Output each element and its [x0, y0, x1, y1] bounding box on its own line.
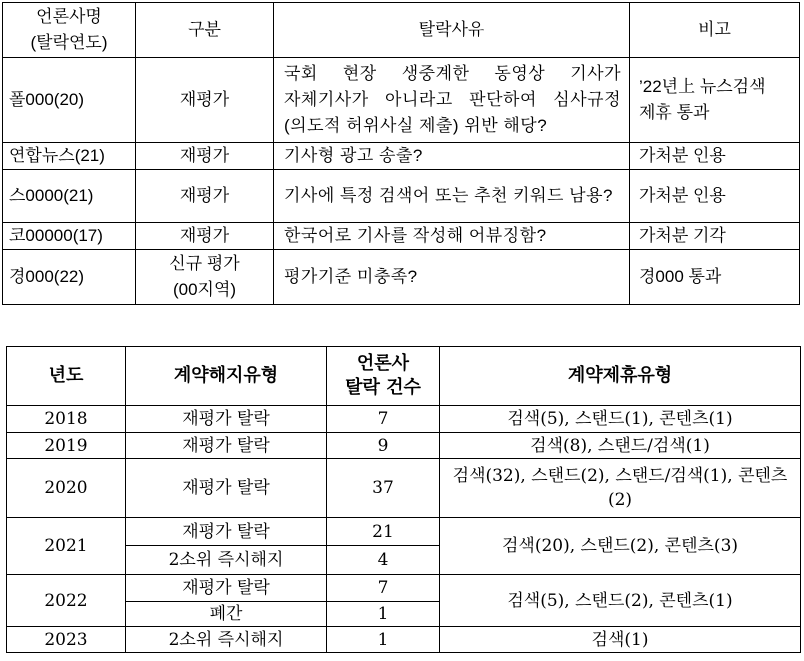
cell-partnership: 검색(20), 스탠드(2), 콘텐츠(3) — [440, 518, 801, 575]
header-year: 년도 — [7, 347, 126, 406]
header-category: 구분 — [136, 3, 274, 58]
header-count-line1: 언론사 — [356, 353, 410, 374]
cell-reason: 기사에 특정 검색어 또는 추천 키워드 남용? — [274, 170, 630, 223]
header-partnership-type: 계약제휴유형 — [440, 347, 801, 406]
cell-partnership: 검색(1) — [440, 627, 801, 653]
cell-termination-type: 재평가 탈락 — [126, 518, 327, 546]
header-note: 비고 — [630, 3, 800, 58]
table-row — [3, 58, 800, 143]
header-removal-count — [327, 347, 440, 406]
header-termination-type: 계약해지유형 — [126, 347, 327, 406]
cell-partnership: 검색(5), 스탠드(1), 콘텐츠(1) — [440, 406, 801, 433]
cell-note: 가처분 인용 — [630, 170, 800, 223]
contract-termination-table — [6, 346, 801, 653]
cell-note: ’22년上 뉴스검색 제휴 통과 — [630, 58, 800, 143]
cell-year: 2022 — [7, 575, 126, 627]
cell-year: 2021 — [7, 518, 126, 575]
table-row — [7, 627, 801, 653]
cell-note: 가처분 인용 — [630, 143, 800, 170]
header-reason: 탈락사유 — [274, 3, 630, 58]
cell-outlet: 연합뉴스(21) — [3, 143, 136, 170]
cell-year: 2019 — [7, 433, 126, 459]
table-header-row — [3, 3, 800, 58]
cell-year: 2020 — [7, 459, 126, 518]
table-row — [3, 223, 800, 250]
table-row — [7, 518, 801, 546]
table-row — [7, 575, 801, 602]
cell-count: 21 — [327, 518, 440, 546]
cell-category: 재평가 — [136, 143, 274, 170]
cell-category — [136, 250, 274, 305]
cell-count: 37 — [327, 459, 440, 518]
cell-termination-type: 재평가 탈락 — [126, 433, 327, 459]
cell-category-line: 신규 평가 — [169, 254, 240, 273]
table-row — [7, 406, 801, 433]
cell-termination-type: 2소위 즉시해지 — [126, 546, 327, 575]
cell-termination-type: 재평가 탈락 — [126, 459, 327, 518]
table-row — [3, 170, 800, 223]
table-header-row — [7, 347, 801, 406]
cell-outlet: 스0000(21) — [3, 170, 136, 223]
cell-category: 재평가 — [136, 170, 274, 223]
cell-reason: 한국어로 기사를 작성해 어뷰징함? — [274, 223, 630, 250]
table-row — [7, 433, 801, 459]
cell-count: 1 — [327, 627, 440, 653]
table-row — [7, 459, 801, 518]
cell-reason: 기사형 광고 송출? — [274, 143, 630, 170]
outlet-removal-table — [2, 2, 800, 305]
cell-partnership: 검색(5), 스탠드(2), 콘텐츠(1) — [440, 575, 801, 627]
header-outlet-name: 언론사명 — [36, 7, 102, 26]
cell-termination-type: 2소위 즉시해지 — [126, 627, 327, 653]
cell-termination-type: 재평가 탈락 — [126, 406, 327, 433]
cell-count: 7 — [327, 406, 440, 433]
cell-year: 2023 — [7, 627, 126, 653]
cell-count: 1 — [327, 602, 440, 627]
table-row — [3, 250, 800, 305]
cell-count: 4 — [327, 546, 440, 575]
cell-termination-type: 폐간 — [126, 602, 327, 627]
header-outlet-year — [3, 3, 136, 58]
cell-termination-type: 재평가 탈락 — [126, 575, 327, 602]
cell-note: 경000 통과 — [630, 250, 800, 305]
cell-outlet: 경000(22) — [3, 250, 136, 305]
cell-count: 7 — [327, 575, 440, 602]
cell-category: 재평가 — [136, 223, 274, 250]
header-count-line2: 탈락 건수 — [345, 377, 421, 398]
cell-year: 2018 — [7, 406, 126, 433]
header-removal-year: (탈락연도) — [30, 33, 108, 52]
table-row — [3, 143, 800, 170]
cell-outlet: 폴000(20) — [3, 58, 136, 143]
cell-partnership: 검색(32), 스탠드(2), 스탠드/검색(1), 콘텐츠(2) — [440, 459, 801, 518]
cell-outlet: 코00000(17) — [3, 223, 136, 250]
cell-category-region: (00지역) — [172, 280, 237, 299]
cell-note: 가처분 기각 — [630, 223, 800, 250]
cell-reason: 국회 현장 생중계한 동영상 기사가 자체기사가 아니라고 판단하여 심사규정(의도적 허위사실 제출) 위반 해당? — [274, 58, 630, 143]
cell-category: 재평가 — [136, 58, 274, 143]
cell-reason: 평가기준 미충족? — [274, 250, 630, 305]
cell-count: 9 — [327, 433, 440, 459]
cell-partnership: 검색(8), 스탠드/검색(1) — [440, 433, 801, 459]
